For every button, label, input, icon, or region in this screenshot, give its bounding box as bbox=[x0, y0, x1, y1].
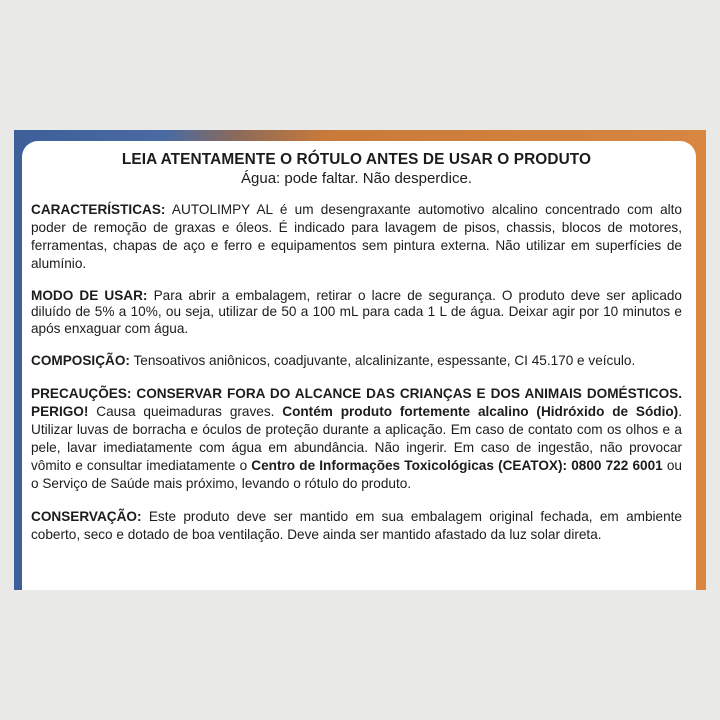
section-caracteristicas bbox=[31, 201, 682, 273]
precaucoes-text-2: . Utilizar luvas de borracha e óculos de proteção durante a aplicação. Em caso de contato com os olhos e a pele, lavar imediatamente com água em abundância. Não ingerir. Em caso de ingestão, não provocar vômito e consultar imediatamente o bbox=[31, 403, 682, 473]
conservacao-text: Este produto deve ser mantido em sua embalagem original fechada, em ambiente coberto, seco e dotado de boa ventilação. Deve ainda ser mantido afastado da luz solar direta. bbox=[31, 508, 682, 542]
section-modo-de-usar bbox=[31, 288, 682, 337]
composicao-heading: COMPOSIÇÃO: bbox=[31, 352, 130, 368]
section-precaucoes bbox=[31, 385, 682, 493]
conservacao-heading: CONSERVAÇÃO: bbox=[31, 508, 142, 524]
section-composicao bbox=[31, 352, 682, 370]
section-conservacao bbox=[31, 508, 682, 544]
precaucoes-text-1: Causa queimaduras graves. bbox=[88, 403, 283, 419]
precaucoes-text-3: ou o Serviço de Saúde mais próximo, levando o rótulo do produto. bbox=[31, 457, 682, 491]
label-title: LEIA ATENTAMENTE O RÓTULO ANTES DE USAR O PRODUTO bbox=[121, 151, 592, 168]
precaucoes-alkaline-warning: Contém produto fortemente alcalino (Hidróxido de Sódio) bbox=[282, 403, 679, 419]
product-label-card bbox=[22, 141, 696, 590]
precaucoes-ceatox-contact: Centro de Informações Toxicológicas (CEATOX): 0800 722 6001 bbox=[251, 457, 663, 473]
precaucoes-heading: PRECAUÇÕES: CONSERVAR FORA DO ALCANCE DAS CRIANÇAS E DOS ANIMAIS DOMÉSTICOS. PERIGO! bbox=[31, 385, 682, 419]
label-subtitle: Água: pode faltar. Não desperdice. bbox=[241, 170, 472, 187]
caracteristicas-text: AUTOLIMPY AL é um desengraxante automotivo alcalino concentrado com alto poder de remoção de graxas e óleos. É indicado para lavagem de pisos, chassis, blocos de motores, ferramentas, chapas de aço e ferro e equipamentos sem pintura externa. Não utilizar em superfícies de alumínio. bbox=[31, 202, 682, 271]
caracteristicas-heading: CARACTERÍSTICAS: bbox=[31, 202, 166, 217]
modo-de-usar-heading: MODO DE USAR: bbox=[31, 288, 148, 303]
composicao-text: Tensoativos aniônicos, coadjuvante, alcalinizante, espessante, CI 45.170 e veículo. bbox=[129, 352, 636, 368]
modo-de-usar-text: Para abrir a embalagem, retirar o lacre de segurança. O produto deve ser aplicado diluído de 5% a 10%, ou seja, utilizar de 50 a 100 mL para cada 1 L de água. Deixar agir por 10 minutos e após enxaguar com água. bbox=[31, 288, 682, 336]
